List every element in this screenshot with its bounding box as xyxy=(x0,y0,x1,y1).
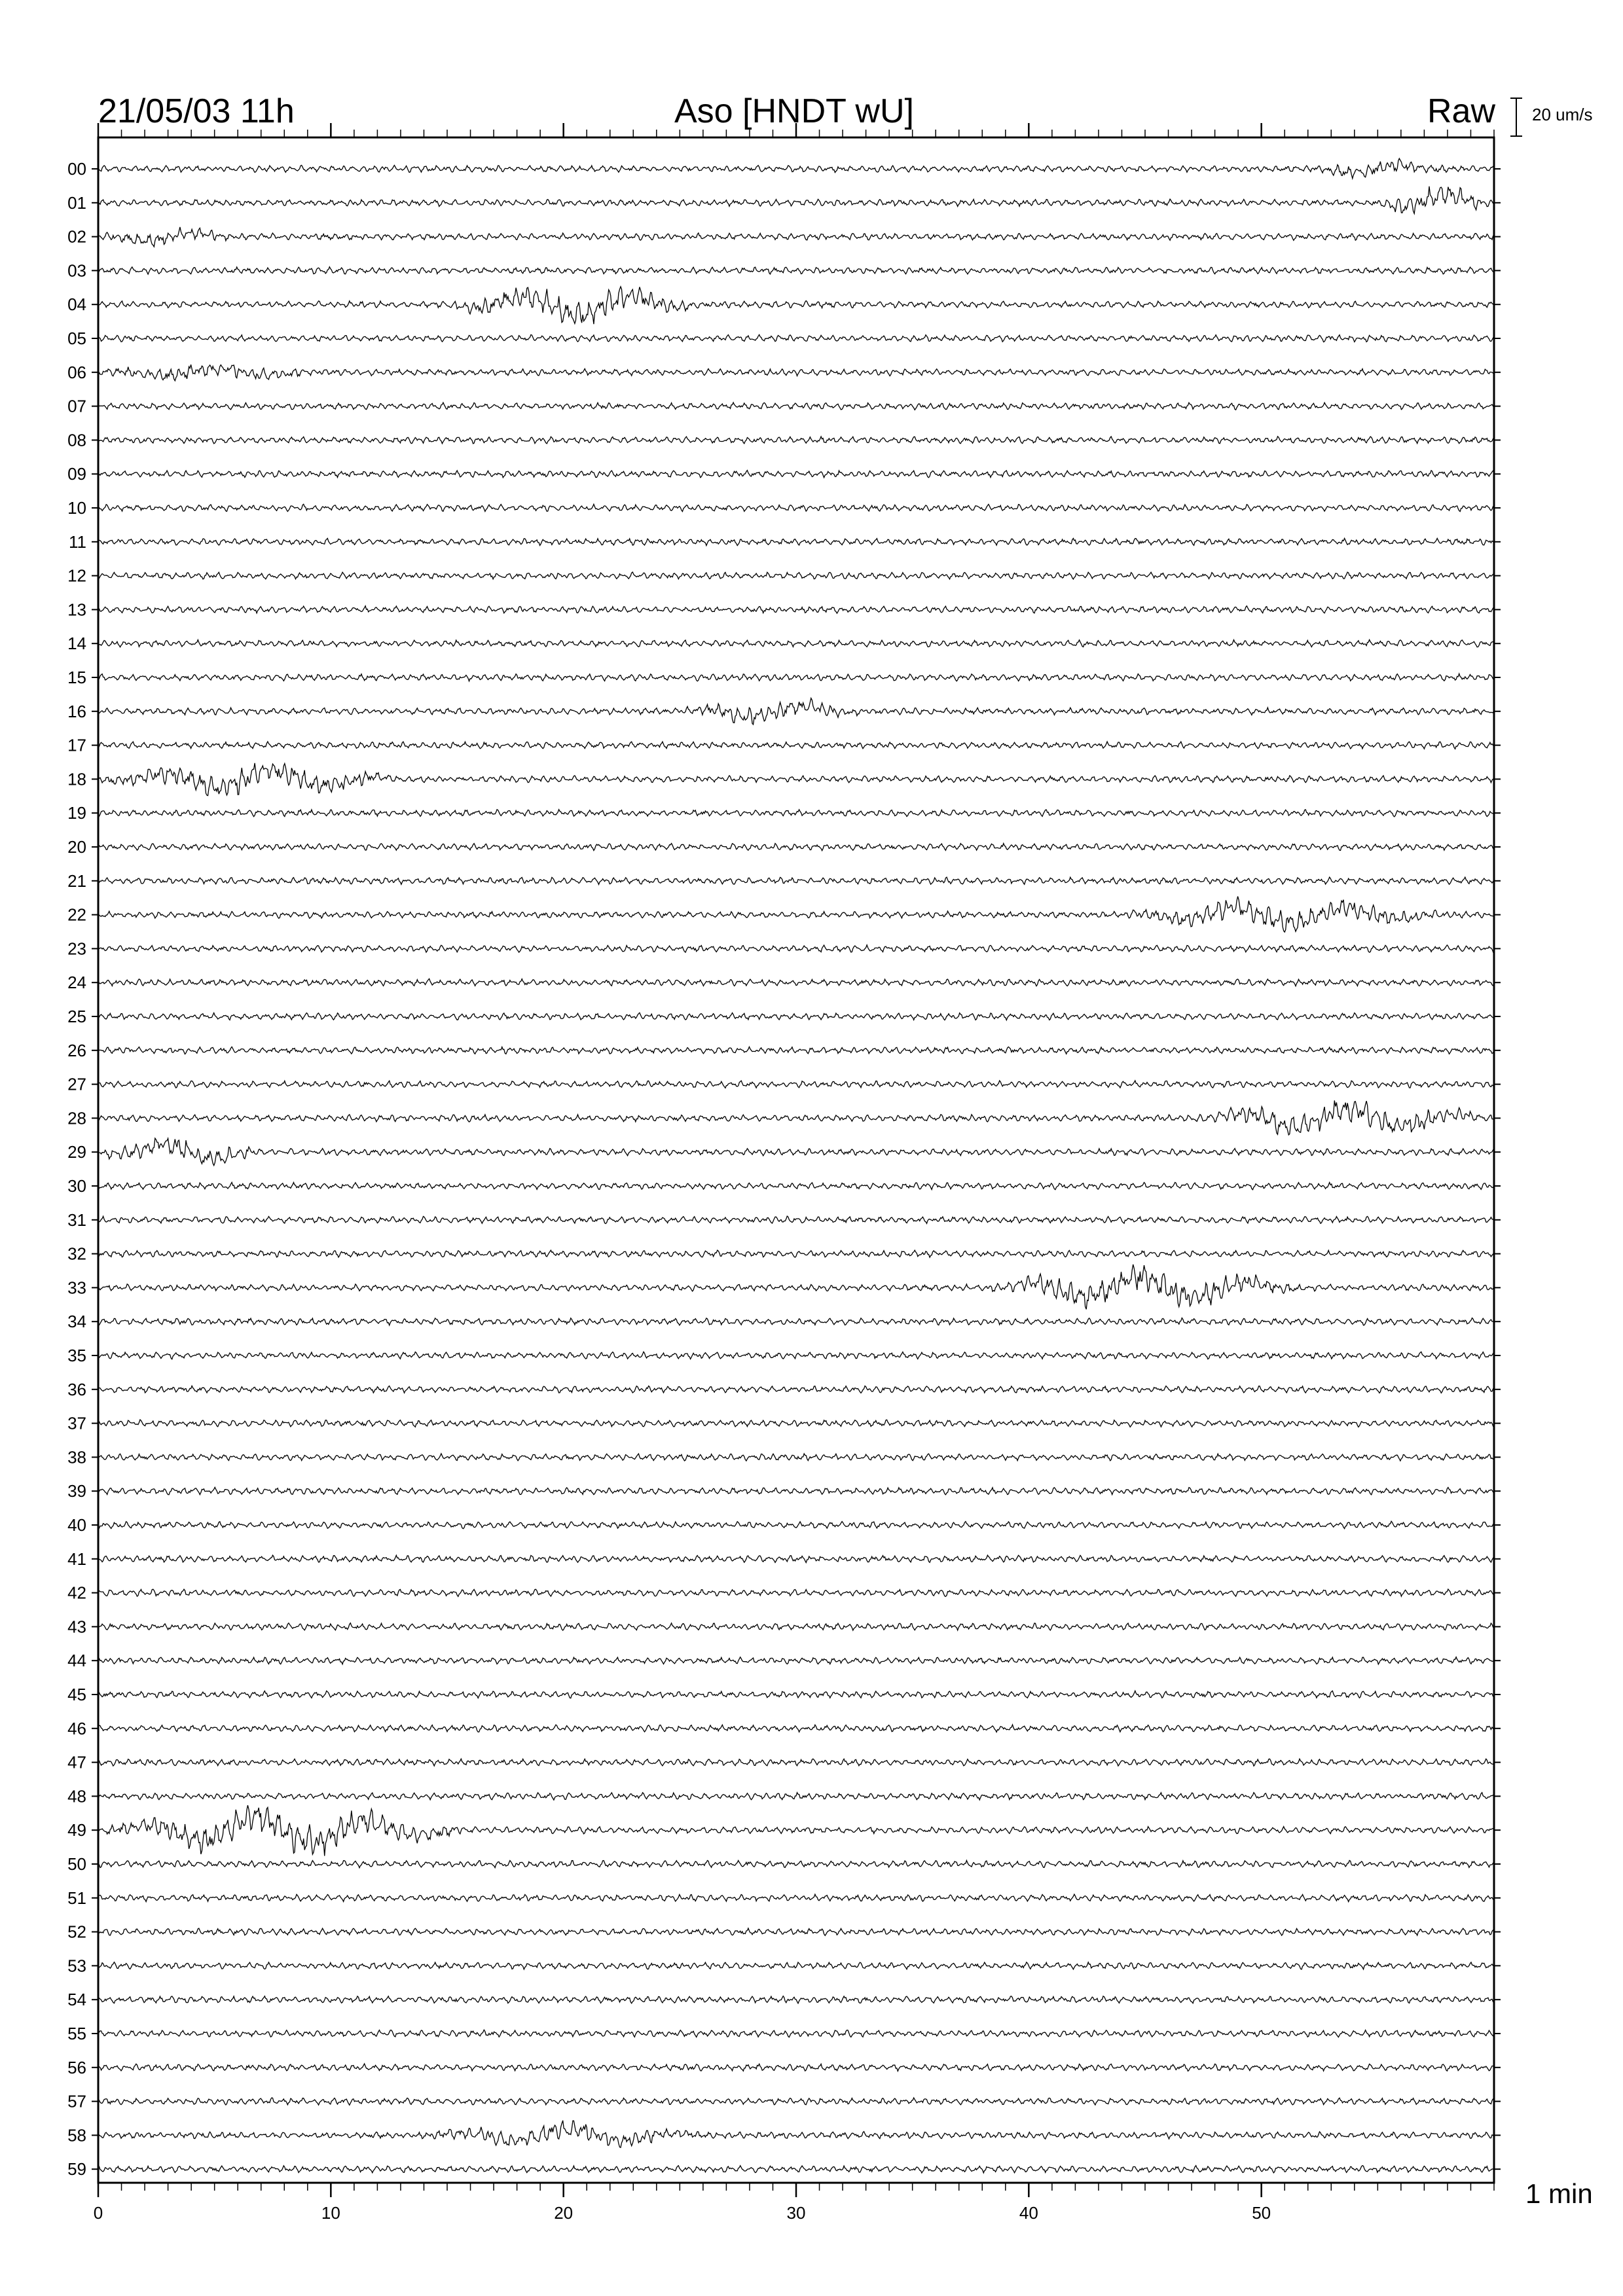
date-hour-label: 21/05/03 11h xyxy=(98,92,295,130)
row-label-group xyxy=(67,159,1501,2179)
trace-row-28 xyxy=(98,1100,1494,1135)
row-label-12: 12 xyxy=(67,565,86,586)
row-label-26: 26 xyxy=(67,1040,86,1060)
x-tick-label-30: 30 xyxy=(786,2203,806,2223)
trace-row-49 xyxy=(98,1805,1494,1856)
row-label-58: 58 xyxy=(67,2125,86,2145)
trace-row-26 xyxy=(98,1047,1494,1054)
row-label-19: 19 xyxy=(67,803,86,823)
row-label-30: 30 xyxy=(67,1176,86,1196)
row-label-20: 20 xyxy=(67,837,86,857)
row-label-52: 52 xyxy=(67,1922,86,1942)
row-label-55: 55 xyxy=(67,2024,86,2043)
trace-row-29 xyxy=(98,1138,1494,1166)
row-label-07: 07 xyxy=(67,396,86,416)
trace-row-21 xyxy=(98,877,1494,884)
trace-row-05 xyxy=(98,334,1494,342)
trace-row-03 xyxy=(98,267,1494,274)
row-label-47: 47 xyxy=(67,1752,86,1772)
row-label-44: 44 xyxy=(67,1651,86,1671)
axis-group xyxy=(94,123,1494,2223)
trace-row-06 xyxy=(98,365,1494,381)
row-label-14: 14 xyxy=(67,634,86,654)
row-label-39: 39 xyxy=(67,1481,86,1501)
trace-row-11 xyxy=(98,539,1494,546)
trace-row-01 xyxy=(98,187,1494,214)
row-label-45: 45 xyxy=(67,1685,86,1704)
trace-row-56 xyxy=(98,2064,1494,2071)
row-label-05: 05 xyxy=(67,329,86,348)
trace-row-41 xyxy=(98,1555,1494,1562)
trace-row-24 xyxy=(98,978,1494,986)
trace-row-12 xyxy=(98,572,1494,579)
trace-row-40 xyxy=(98,1521,1494,1528)
trace-row-16 xyxy=(98,698,1494,725)
station-title: Aso [HNDT wU] xyxy=(674,92,914,130)
trace-row-18 xyxy=(98,763,1494,796)
row-label-18: 18 xyxy=(67,769,86,789)
trace-row-36 xyxy=(98,1386,1494,1393)
row-label-16: 16 xyxy=(67,701,86,721)
scale-bar xyxy=(1510,98,1522,136)
row-label-42: 42 xyxy=(67,1583,86,1603)
row-label-29: 29 xyxy=(67,1142,86,1162)
trace-row-46 xyxy=(98,1725,1494,1732)
trace-row-32 xyxy=(98,1250,1494,1257)
trace-row-34 xyxy=(98,1318,1494,1325)
row-label-08: 08 xyxy=(67,430,86,450)
trace-row-57 xyxy=(98,2098,1494,2105)
row-label-22: 22 xyxy=(67,905,86,925)
row-label-15: 15 xyxy=(67,668,86,687)
row-label-02: 02 xyxy=(67,226,86,247)
trace-row-19 xyxy=(98,810,1494,817)
trace-row-52 xyxy=(98,1928,1494,1935)
x-axis-unit-label: 1 min xyxy=(1525,2178,1593,2209)
row-label-51: 51 xyxy=(67,1888,86,1908)
row-label-43: 43 xyxy=(67,1617,86,1637)
row-label-06: 06 xyxy=(67,362,86,382)
row-label-09: 09 xyxy=(67,464,86,484)
row-label-46: 46 xyxy=(67,1718,86,1738)
plot-frame xyxy=(98,137,1494,2183)
row-label-57: 57 xyxy=(67,2091,86,2111)
x-tick-label-50: 50 xyxy=(1252,2203,1271,2223)
trace-row-44 xyxy=(98,1657,1494,1664)
x-tick-label-0: 0 xyxy=(93,2203,103,2223)
trace-row-27 xyxy=(98,1081,1494,1088)
trace-row-30 xyxy=(98,1183,1494,1190)
trace-group xyxy=(98,158,1494,2173)
trace-row-33 xyxy=(98,1265,1494,1310)
x-tick-label-40: 40 xyxy=(1019,2203,1038,2223)
row-label-04: 04 xyxy=(67,295,86,315)
row-label-03: 03 xyxy=(67,260,86,281)
row-label-27: 27 xyxy=(67,1074,86,1094)
row-label-36: 36 xyxy=(67,1379,86,1399)
trace-row-07 xyxy=(98,403,1494,410)
row-label-01: 01 xyxy=(67,192,86,213)
trace-row-15 xyxy=(98,673,1494,681)
trace-row-48 xyxy=(98,1793,1494,1800)
row-label-59: 59 xyxy=(67,2159,86,2179)
row-label-54: 54 xyxy=(67,1990,86,2010)
row-label-41: 41 xyxy=(67,1549,86,1569)
trace-row-39 xyxy=(98,1487,1494,1494)
trace-row-43 xyxy=(98,1623,1494,1630)
trace-row-02 xyxy=(98,227,1494,247)
scale-bar-label: 20 um/s xyxy=(1532,105,1593,124)
trace-row-25 xyxy=(98,1013,1494,1020)
trace-row-20 xyxy=(98,844,1494,851)
row-label-00: 00 xyxy=(67,159,86,179)
trace-row-10 xyxy=(98,504,1494,511)
trace-row-42 xyxy=(98,1589,1494,1596)
row-label-40: 40 xyxy=(67,1515,86,1535)
trace-row-47 xyxy=(98,1759,1494,1766)
trace-row-31 xyxy=(98,1216,1494,1223)
row-label-13: 13 xyxy=(67,600,86,620)
row-label-10: 10 xyxy=(67,498,86,518)
trace-row-55 xyxy=(98,2030,1494,2037)
trace-row-37 xyxy=(98,1420,1494,1427)
row-label-34: 34 xyxy=(67,1312,86,1332)
row-label-23: 23 xyxy=(67,939,86,959)
trace-row-51 xyxy=(98,1894,1494,1901)
trace-row-04 xyxy=(98,287,1494,324)
row-label-32: 32 xyxy=(67,1244,86,1264)
row-label-56: 56 xyxy=(67,2057,86,2077)
row-label-28: 28 xyxy=(67,1108,86,1128)
trace-row-45 xyxy=(98,1691,1494,1698)
trace-row-23 xyxy=(98,945,1494,952)
row-label-33: 33 xyxy=(67,1278,86,1298)
row-label-38: 38 xyxy=(67,1447,86,1467)
row-label-24: 24 xyxy=(67,973,86,993)
mode-label: Raw xyxy=(1427,92,1496,130)
x-tick-label-20: 20 xyxy=(554,2203,574,2223)
trace-row-09 xyxy=(98,471,1494,478)
trace-row-59 xyxy=(98,2166,1494,2173)
row-label-50: 50 xyxy=(67,1854,86,1874)
row-label-11: 11 xyxy=(69,531,86,552)
x-tick-label-10: 10 xyxy=(321,2203,340,2223)
trace-row-58 xyxy=(98,2121,1494,2147)
trace-row-08 xyxy=(98,437,1494,444)
row-label-21: 21 xyxy=(67,870,86,891)
trace-row-54 xyxy=(98,1996,1494,2003)
trace-row-17 xyxy=(98,742,1494,749)
trace-row-00 xyxy=(98,158,1494,179)
trace-row-35 xyxy=(98,1352,1494,1359)
row-label-49: 49 xyxy=(67,1820,86,1840)
trace-row-38 xyxy=(98,1454,1494,1461)
row-label-53: 53 xyxy=(67,1956,86,1976)
trace-row-50 xyxy=(98,1861,1494,1868)
row-label-31: 31 xyxy=(67,1210,86,1230)
row-label-35: 35 xyxy=(67,1346,86,1365)
trace-row-13 xyxy=(98,606,1494,613)
trace-row-22 xyxy=(98,897,1494,933)
trace-row-14 xyxy=(98,640,1494,647)
row-label-48: 48 xyxy=(67,1786,86,1806)
row-label-17: 17 xyxy=(67,735,86,755)
row-label-25: 25 xyxy=(67,1007,86,1026)
trace-row-53 xyxy=(98,1962,1494,1969)
row-label-37: 37 xyxy=(67,1413,86,1433)
